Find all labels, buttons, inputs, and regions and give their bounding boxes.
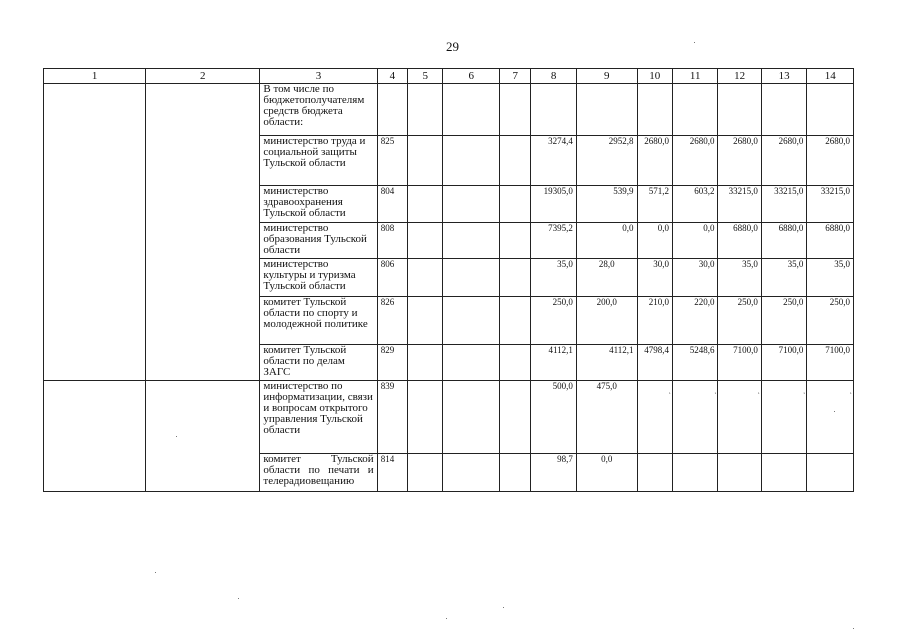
value-col9: 0,0 [576,223,637,259]
cell-col5 [408,84,443,136]
value-col14: 33215,0 [807,186,854,223]
recipient-code: 839 [377,381,407,454]
value-col9: 0,0 [576,454,637,492]
value-col10: 0,0 [637,223,672,259]
column-header: 5 [408,69,443,84]
value-col10 [637,84,672,136]
recipient-name: комитет Тульской области по делам ЗАГС [260,345,377,381]
value-col8: 35,0 [531,259,577,297]
value-col12: 250,0 [718,297,761,345]
column-header: 1 [44,69,146,84]
value-col13 [761,454,807,492]
scan-speck [155,572,156,573]
value-col11 [672,84,718,136]
cell-col7 [500,345,531,381]
value-col11: 0,0 [672,223,718,259]
value-col12 [718,84,761,136]
column-header: 2 [146,69,260,84]
cell-col1 [44,381,146,492]
column-header: 7 [500,69,531,84]
value-col10: 571,2 [637,186,672,223]
scan-speck [176,436,177,437]
recipient-code: 825 [377,136,407,186]
value-col8: 250,0 [531,297,577,345]
recipient-code [377,84,407,136]
cell-col6 [443,297,500,345]
recipient-code: 806 [377,259,407,297]
value-col14 [807,381,854,454]
budget-table [43,68,854,492]
value-col11: 2680,0 [672,136,718,186]
value-col10 [637,454,672,492]
header-row [44,69,854,84]
value-col10: 4798,4 [637,345,672,381]
value-col8: 19305,0 [531,186,577,223]
column-header: 10 [637,69,672,84]
cell-col7 [500,381,531,454]
column-header: 3 [260,69,377,84]
column-header: 8 [531,69,577,84]
column-header: 14 [807,69,854,84]
value-col12 [718,381,761,454]
cell-col1 [44,84,146,381]
recipient-name: министерство здравоохранения Тульской области [260,186,377,223]
page-number: 29 [446,39,459,54]
cell-col5 [408,136,443,186]
recipient-code: 814 [377,454,407,492]
value-col9: 475,0 [576,381,637,454]
column-header: 4 [377,69,407,84]
recipient-code: 829 [377,345,407,381]
value-col10: 2680,0 [637,136,672,186]
cell-col5 [408,345,443,381]
cell-col2 [146,84,260,381]
value-col9: 2952,8 [576,136,637,186]
cell-col5 [408,223,443,259]
recipient-name: министерство образования Тульской области [260,223,377,259]
cell-col5 [408,259,443,297]
scan-speck [238,598,239,599]
value-col8: 3274,4 [531,136,577,186]
recipient-name: комитет Тульской области по спорту и молодежной политике [260,297,377,345]
value-col12: 33215,0 [718,186,761,223]
cell-col5 [408,454,443,492]
column-header: 6 [443,69,500,84]
scan-speck [834,411,835,412]
value-col10: 30,0 [637,259,672,297]
recipient-code: 804 [377,186,407,223]
value-col13: 250,0 [761,297,807,345]
cell-col7 [500,259,531,297]
value-col14 [807,454,854,492]
value-col13 [761,381,807,454]
cell-col6 [443,345,500,381]
value-col14: 35,0 [807,259,854,297]
column-header: 9 [576,69,637,84]
value-col8: 4112,1 [531,345,577,381]
value-col10 [637,381,672,454]
value-col12: 7100,0 [718,345,761,381]
value-col9 [576,84,637,136]
value-col14: 2680,0 [807,136,854,186]
value-col11: 603,2 [672,186,718,223]
value-col14 [807,84,854,136]
value-col8: 500,0 [531,381,577,454]
value-col8 [531,84,577,136]
recipient-name: В том числе по бюджетополучателям средств бюджета области: [260,84,377,136]
cell-col5 [408,381,443,454]
scan-speck [503,607,504,608]
value-col11: 30,0 [672,259,718,297]
value-col10: 210,0 [637,297,672,345]
value-col14: 250,0 [807,297,854,345]
recipient-name: министерство по информатизации, связи и вопросам открытого управления Тульской области [260,381,377,454]
value-col12: 6880,0 [718,223,761,259]
value-col9: 539,9 [576,186,637,223]
value-col11 [672,454,718,492]
value-col12 [718,454,761,492]
cell-col7 [500,223,531,259]
cell-col2 [146,381,260,492]
cell-col7 [500,84,531,136]
value-col11: 5248,6 [672,345,718,381]
cell-col6 [443,84,500,136]
recipient-name: комитет Тульской области по печати и телерадиовещанию [260,454,377,492]
cell-col7 [500,297,531,345]
cell-col5 [408,186,443,223]
column-header: 11 [672,69,718,84]
cell-col6 [443,136,500,186]
value-col14: 6880,0 [807,223,854,259]
value-col13: 35,0 [761,259,807,297]
scan-speck [694,42,695,43]
value-col11: 220,0 [672,297,718,345]
table-row [44,84,854,136]
value-col11 [672,381,718,454]
value-col13: 7100,0 [761,345,807,381]
cell-col6 [443,186,500,223]
recipient-name: министерство культуры и туризма Тульской области [260,259,377,297]
value-col9: 28,0 [576,259,637,297]
value-col12: 35,0 [718,259,761,297]
cell-col6 [443,454,500,492]
value-col9: 200,0 [576,297,637,345]
value-col13 [761,84,807,136]
scan-speck [446,618,447,619]
cell-col6 [443,381,500,454]
cell-col7 [500,136,531,186]
value-col9: 4112,1 [576,345,637,381]
cell-col7 [500,186,531,223]
cell-col7 [500,454,531,492]
cell-col6 [443,259,500,297]
cell-col6 [443,223,500,259]
table-row [44,381,854,454]
scan-speck [853,628,854,629]
column-header: 13 [761,69,807,84]
value-col8: 98,7 [531,454,577,492]
value-col12: 2680,0 [718,136,761,186]
value-col8: 7395,2 [531,223,577,259]
recipient-code: 826 [377,297,407,345]
recipient-name: министерство труда и социальной защиты Тульской области [260,136,377,186]
value-col13: 6880,0 [761,223,807,259]
column-header: 12 [718,69,761,84]
value-col14: 7100,0 [807,345,854,381]
value-col13: 2680,0 [761,136,807,186]
cell-col5 [408,297,443,345]
value-col13: 33215,0 [761,186,807,223]
recipient-code: 808 [377,223,407,259]
